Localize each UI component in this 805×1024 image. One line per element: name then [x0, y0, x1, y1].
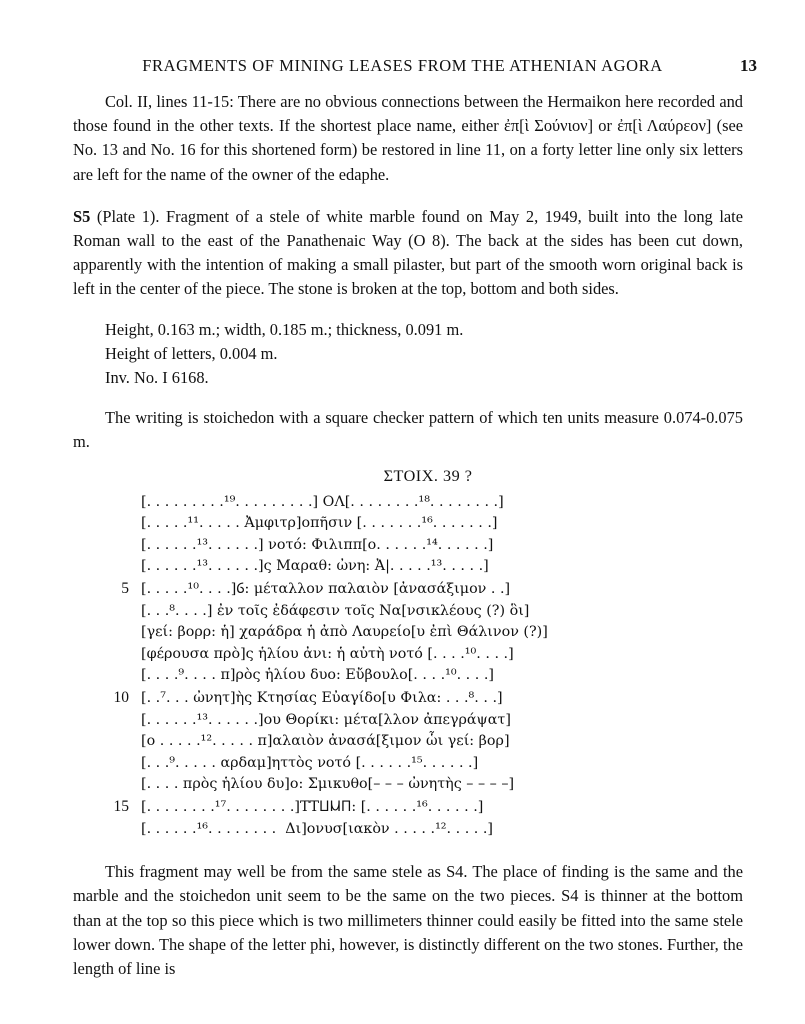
inscription-line — [73, 665, 743, 687]
running-head-title: FRAGMENTS OF MINING LEASES FROM THE ATHENIAN AGORA — [142, 56, 663, 75]
inscription-line — [73, 710, 743, 732]
line-text: [. . . . . .¹³. . . . . .]ου Θορίκι: μέτα[λλον ἀπεγράψατ] — [141, 711, 511, 728]
inscription-line — [73, 687, 743, 710]
line-text: [. . . . . . . . .¹⁹. . . . . . . . .] ΟΛ[. . . . . . . .¹⁸. . . . . . . .] — [141, 493, 504, 510]
inscription-line — [73, 796, 743, 819]
measurement-item: Height, 0.163 m.; width, 0.185 m.; thickness, 0.091 m. — [105, 319, 464, 339]
page-number: 13 — [740, 56, 757, 75]
inscription-line — [73, 513, 743, 535]
inscription-line — [73, 731, 743, 753]
catalog-number: S5 — [73, 206, 91, 226]
line-text: [. . .⁹. . . . . αρδαμ]ηττὸς νοτό [. . . . . .¹⁵. . . . . .] — [141, 754, 479, 771]
line-number: 15 — [113, 797, 129, 815]
measurement-item: Height of letters, 0.004 m. — [105, 343, 278, 363]
line-text: [. . . . .¹¹. . . . . Ἀμφιτρ]οπῆσιν [. . . . . . .¹⁶. . . . . . .] — [141, 515, 498, 532]
line-text: [. . . . . .¹⁶. . . . . . . . Δι]ονυσ[ιακὸν . . . . .¹². . . . .] — [141, 820, 494, 837]
inscription-line — [73, 601, 743, 623]
line-text: [. . . . . . . .¹⁷. . . . . . . .]ΤΤⳘⲘⲠ: [. . . . . .¹⁶. . . . . .] — [141, 798, 484, 815]
measurements-list — [73, 318, 743, 391]
line-text: [. . . . .¹⁰. . . .]Ⳓ: μέταλλον παλαιὸν [ἀνασάξιμον . .] — [141, 581, 511, 598]
inscription-line — [73, 622, 743, 644]
inscription-line — [73, 774, 743, 796]
line-text: [. . .⁸. . . .] ἐν τοῖς ἐδάφεσιν τοῖς Να[νσικλέους (?) ὃι] — [141, 602, 530, 619]
inscription-line — [73, 556, 743, 578]
paragraph-closing: This fragment may well be from the same stele as S4. The place of finding is the same and the marble and the stoichedon unit seem to be the same on the two pieces. S4 is thinner at the bottom than at the top so this piece which is two millimeters thinner could easily be fitted into the same stele lower down. The shape of the letter phi, however, is distinctly different on the two stones. Further, the length of line is — [73, 862, 743, 978]
line-text: [. . . . πρὸς ἡλίου δυ]ο: Σμικυθο[– – – ὠνητὴς – – – –] — [141, 776, 515, 793]
inscription-line — [73, 492, 743, 514]
inscription-line — [73, 753, 743, 775]
paragraph-stoichedon-note: The writing is stoichedon with a square checker pattern of which ten units measure 0.074-0.075 m. — [73, 408, 743, 452]
inscription-line — [73, 578, 743, 601]
line-number: 5 — [121, 580, 129, 598]
line-number: 10 — [113, 688, 129, 706]
paragraph-col-note: Col. II, lines 11-15: There are no obvious connections between the Hermaikon here recorded and those found in the other texts. If the shortest place name, either ἐπ[ὶ Σούνιον] or ἐπ[ὶ Λαύρεον] (see No. 13 and No. 16 for this shortened form) be restored in line 11, on a forty letter line only six letters are left for the name of the owner of the edaphe. — [73, 92, 743, 184]
stoichedon-header: ΣΤΟΙΧ. 39 ? — [383, 466, 473, 485]
line-text: [ο . . . . .¹². . . . . π]αλαιὸν ἀνασά[ξιμον ὧι γεί: βορ] — [141, 733, 510, 750]
inscription-text — [73, 492, 743, 841]
line-text: [. . . .⁹. . . . π]ρὸς ἡλίου δυο: Εὔβουλο[. . . .¹⁰. . . .] — [141, 667, 494, 684]
line-text: [γεί: βορρ: ἡ] χαράδρα ἡ ἀπὸ Λαυρείο[υ ἐπὶ Θάλινον (?)] — [141, 624, 548, 641]
running-head — [0, 56, 805, 78]
page-content — [73, 90, 743, 981]
line-text: [φέρουσα πρὸ]ς ἡλίου ἀνι: ἡ αὐτὴ νοτό [. . . .¹⁰. . . .] — [141, 645, 514, 662]
line-text: [. . . . . .¹³. . . . . .] νοτό: Φιλιππ[ο. . . . . .¹⁴. . . . . .] — [141, 536, 494, 553]
inscription-line — [73, 644, 743, 666]
paragraph-catalog-entry — [73, 205, 743, 302]
catalog-entry-text: (Plate 1). Fragment of a stele of white marble found on May 2, 1949, built into the long late Roman wall to the east of the Panathenaic Way (O 8). The back at the sides has been cut down, apparently with the intention of making a small pilaster, but part of the smooth worn original back is left in the center of the piece. The stone is broken at the top, bottom and both sides. — [73, 206, 743, 299]
line-text: [. .⁷. . . ὠνητ]ὴς Κτησίας Εὐαγίδο[υ Φιλα: . . .⁸. . .] — [141, 689, 503, 706]
measurement-item: Inv. No. I 6168. — [105, 368, 209, 388]
line-text: [. . . . . .¹³. . . . . .]ς Μαραθ: ὠνη: Ἀ|. . . . .¹³. . . . .] — [141, 558, 489, 575]
inscription-line — [73, 535, 743, 557]
inscription-line — [73, 819, 743, 841]
